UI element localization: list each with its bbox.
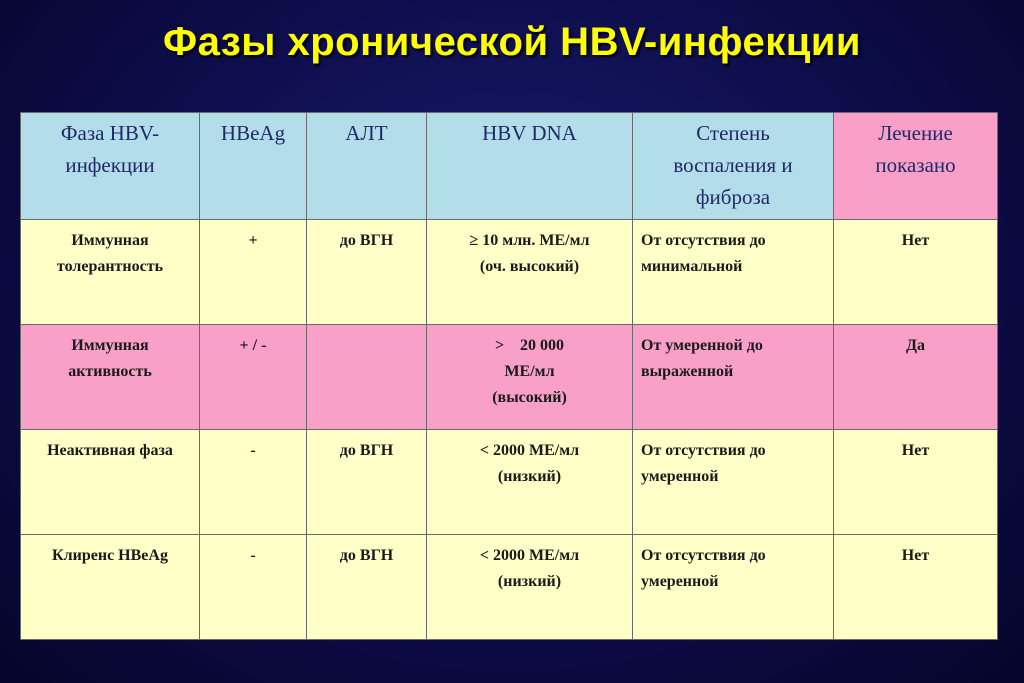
header-degree-line-1: Степень [696, 121, 770, 145]
table-header-row [21, 113, 998, 220]
cell-degree-line-2: выраженной [641, 363, 734, 380]
cell-degree-line-2: умеренной [641, 573, 719, 590]
header-degree [633, 113, 834, 220]
table-row [21, 430, 998, 535]
header-phase [21, 113, 200, 220]
cell-phase-line-1: Неактивная фаза [47, 442, 173, 459]
slide-title: Фазы хронической HBV-инфекции [162, 20, 862, 64]
cell-dna-line-1: < 2000 МЕ/мл [479, 547, 580, 564]
cell-alt: до ВГН [307, 220, 427, 325]
phases-table-container [20, 112, 997, 637]
cell-treatment: Нет [834, 430, 998, 535]
cell-treatment: Да [834, 325, 998, 430]
cell-hbeag: - [200, 430, 307, 535]
cell-degree [633, 325, 834, 430]
cell-dna-line-2: (низкий) [497, 468, 562, 485]
cell-phase-line-1: Иммунная [71, 232, 149, 249]
cell-degree-line-1: От отсутствия до [641, 547, 766, 564]
header-treatment-line-1: Лечение [878, 121, 953, 145]
header-hbeag: HBeAg [200, 113, 307, 220]
cell-phase-line-2: толерантность [56, 258, 164, 275]
cell-hbv-dna [427, 325, 633, 430]
cell-dna-line-1: ≥ 10 млн. МЕ/мл [469, 232, 590, 249]
cell-dna-line-1: < 2000 МЕ/мл [479, 442, 580, 459]
cell-alt: до ВГН [307, 430, 427, 535]
cell-dna-line-2: МЕ/мл [504, 363, 555, 380]
cell-phase-line-1: Иммунная [71, 337, 149, 354]
header-degree-line-3: фиброза [695, 185, 771, 209]
cell-dna-line-2: (низкий) [497, 573, 562, 590]
cell-phase [21, 220, 200, 325]
header-alt: АЛТ [307, 113, 427, 220]
table-row [21, 535, 998, 640]
cell-hbv-dna [427, 535, 633, 640]
header-hbv-dna: HBV DNA [427, 113, 633, 220]
header-treatment [834, 113, 998, 220]
cell-degree [633, 535, 834, 640]
cell-hbv-dna [427, 430, 633, 535]
header-degree-line-2: воспаления и [673, 153, 793, 177]
cell-degree-line-2: умеренной [641, 468, 719, 485]
cell-phase [21, 430, 200, 535]
cell-degree [633, 430, 834, 535]
cell-hbv-dna [427, 220, 633, 325]
cell-treatment: Нет [834, 220, 998, 325]
header-phase-line-1: Фаза HBV- [60, 121, 160, 145]
cell-phase [21, 325, 200, 430]
table-row [21, 220, 998, 325]
cell-alt [307, 325, 427, 430]
cell-hbeag: - [200, 535, 307, 640]
header-phase-line-2: инфекции [65, 153, 155, 177]
cell-phase-line-1: Клиренс HBeAg [52, 547, 168, 564]
table-row [21, 325, 998, 430]
phases-table [20, 112, 998, 640]
cell-degree-line-1: От отсутствия до [641, 232, 766, 249]
cell-degree [633, 220, 834, 325]
header-treatment-line-2: показано [875, 153, 956, 177]
cell-phase [21, 535, 200, 640]
cell-phase-line-2: активность [68, 363, 152, 380]
cell-hbeag: + / - [200, 325, 307, 430]
cell-dna-line-2: (оч. высокий) [479, 258, 580, 275]
cell-degree-line-1: От умеренной до [641, 337, 763, 354]
cell-hbeag: + [200, 220, 307, 325]
cell-dna-line-1: > 20 000 [494, 337, 565, 354]
cell-alt: до ВГН [307, 535, 427, 640]
cell-degree-line-2: минимальной [641, 258, 743, 275]
cell-degree-line-1: От отсутствия до [641, 442, 766, 459]
cell-dna-line-3: (высокий) [492, 389, 567, 406]
cell-treatment: Нет [834, 535, 998, 640]
